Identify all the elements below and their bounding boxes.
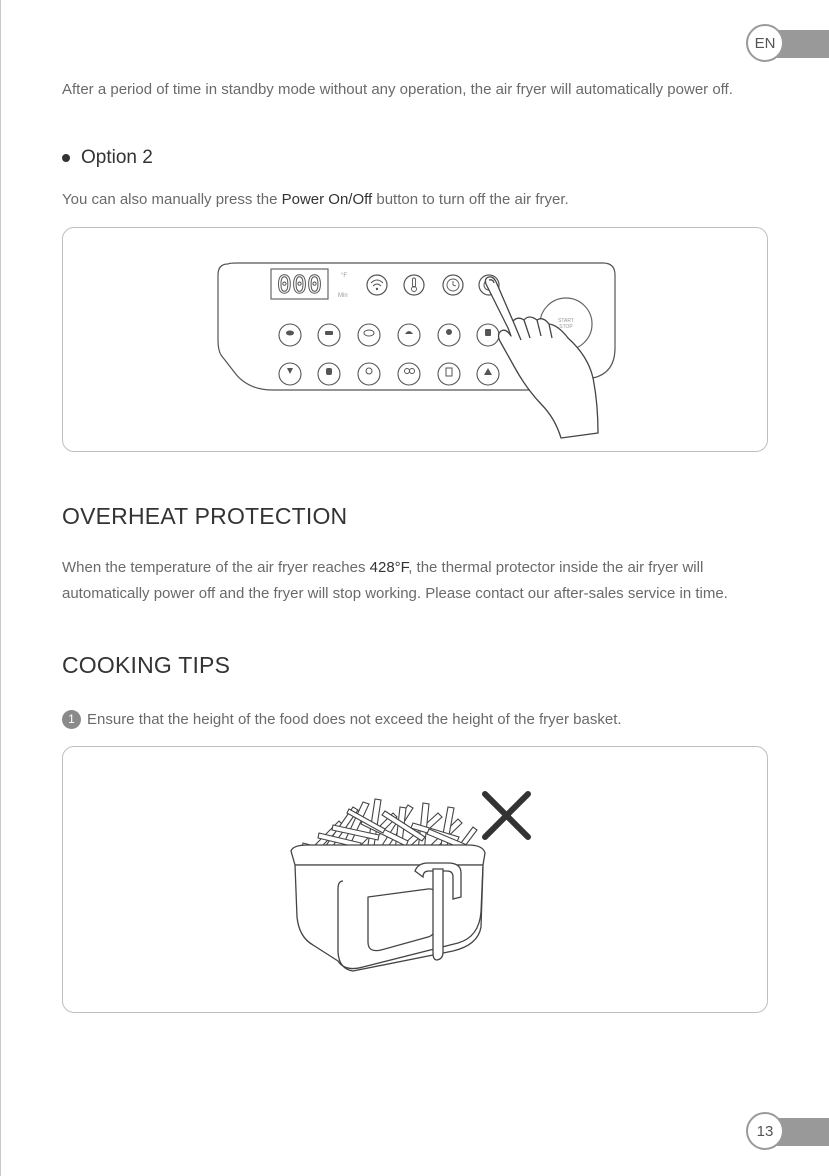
control-panel-illustration <box>63 228 767 451</box>
option2-paragraph <box>62 187 774 213</box>
temp-unit-label: °F <box>341 273 348 279</box>
temperature-icon[interactable] <box>404 275 424 295</box>
tip-1-text: Ensure that the height of the food does not exceed the height of the fryer basket. <box>87 711 622 728</box>
incorrect-x-icon <box>485 794 528 837</box>
stop-label: STOP <box>559 324 573 330</box>
preset-icon[interactable] <box>438 363 460 385</box>
option2-heading <box>62 147 153 169</box>
start-label: START <box>558 318 574 324</box>
display-digits: 000 <box>276 270 323 299</box>
control-panel-figure <box>62 227 768 452</box>
overheat-paragraph <box>62 555 782 607</box>
overfilled-basket-illustration <box>63 747 767 1012</box>
power-button-name: Power On/Off <box>281 191 373 208</box>
page-number: 13 <box>756 1122 774 1140</box>
page-left-edge <box>0 0 1 1176</box>
timer-icon[interactable] <box>443 275 463 295</box>
preset-icon[interactable] <box>398 324 420 346</box>
overheat-temperature: 428°F <box>369 559 409 576</box>
option2-text-before: You can also manually press the <box>62 191 282 208</box>
language-badge-label: EN <box>754 34 776 52</box>
option2-heading-text: Option 2 <box>81 147 153 168</box>
wifi-icon[interactable] <box>367 275 387 295</box>
overheat-text-before: When the temperature of the air fryer reaches <box>62 559 370 576</box>
overheat-title: OVERHEAT PROTECTION <box>62 503 348 529</box>
cooking-tips-title: COOKING TIPS <box>62 652 231 678</box>
preset-icon[interactable] <box>358 324 380 346</box>
overfilled-basket-figure <box>62 746 768 1013</box>
page-number-badge <box>746 1112 784 1150</box>
time-unit-label: Min <box>338 293 348 299</box>
option2-text-after: button to turn off the air fryer. <box>372 191 569 208</box>
preset-icon[interactable] <box>398 363 420 385</box>
bullet-icon <box>62 154 70 162</box>
tip-number-badge: 1 <box>62 710 81 729</box>
overheat-text-after: , the thermal protector inside the air fryer will automatically power off and the fryer will stop working. Please contact our after-sales service in time. <box>62 559 728 602</box>
language-badge <box>746 24 784 62</box>
tip-1 <box>62 707 774 733</box>
standby-paragraph: After a period of time in standby mode without any operation, the air fryer will automatically power off. <box>62 81 733 98</box>
